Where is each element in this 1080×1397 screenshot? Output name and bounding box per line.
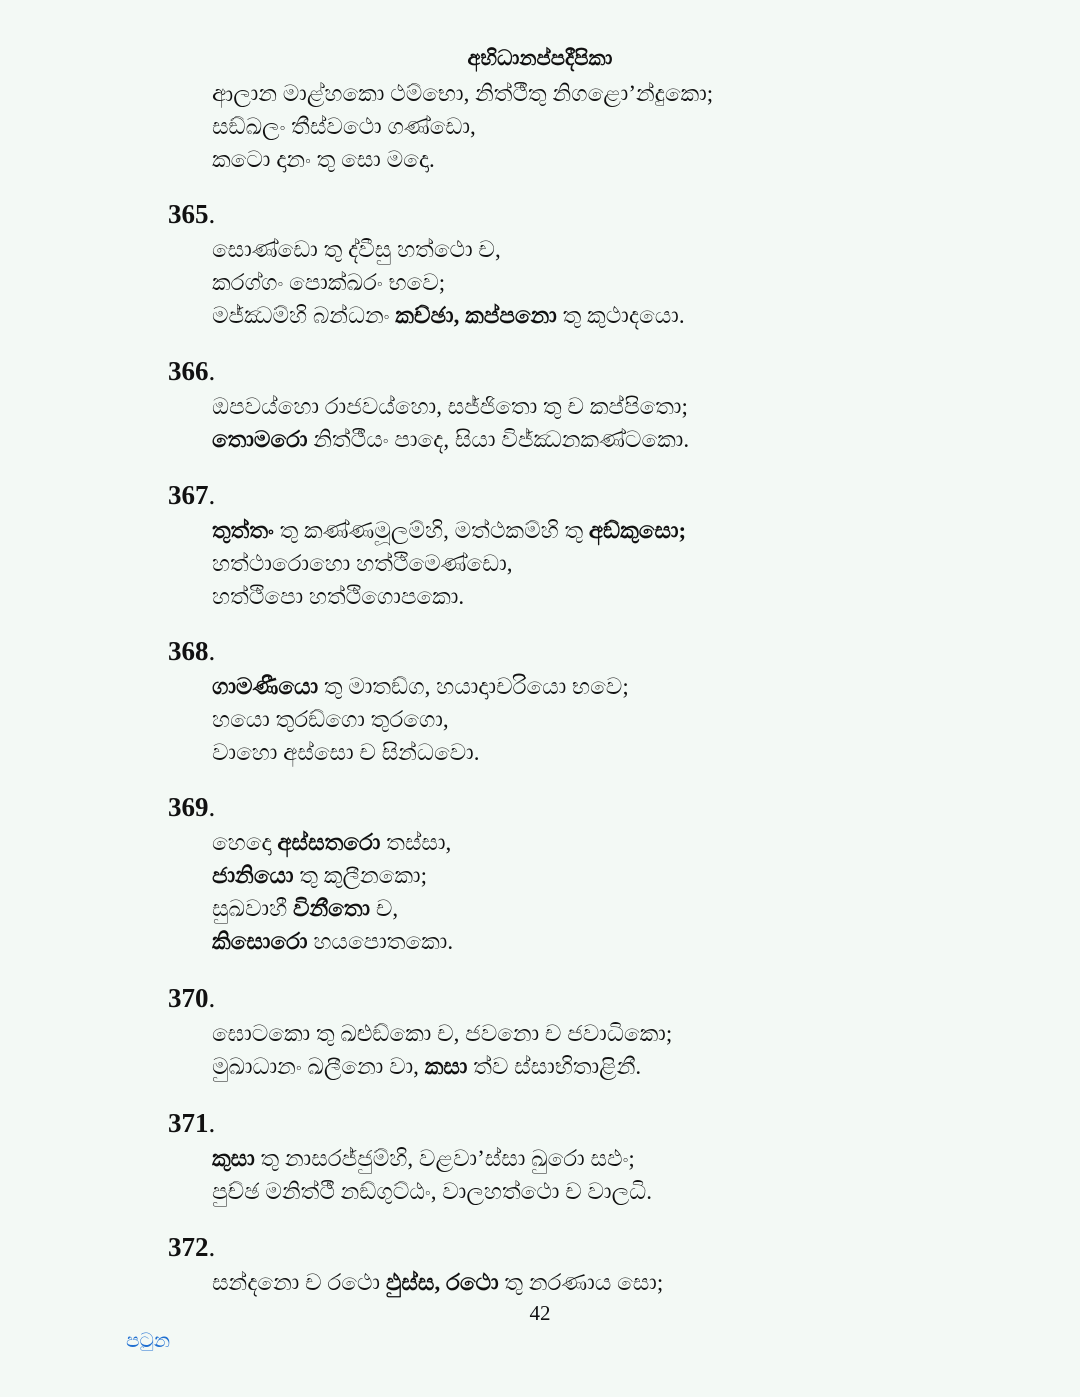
verse-line (212, 827, 451, 859)
line-text: ඔපවය්හො රාජවය්හො, සජ්ජිතො තු ච කප්පිතො; (212, 394, 688, 419)
line-text: තු නාසරජ්ජුම්හි, වළවා’ස්සා ඛුරො සඵං; (254, 1146, 635, 1171)
headword-text: අඞ්කුසො; (588, 518, 687, 543)
headword-text: කච්ඡා, කප්පනො (395, 303, 557, 328)
line-text: වාහො අස්සො ච සින්ධවො. (212, 740, 480, 765)
verse-line (212, 1143, 635, 1175)
verse-line (212, 860, 427, 892)
verse-number (168, 479, 215, 511)
line-text: හත්ථිපො හත්ථිගොපකො. (212, 584, 465, 609)
line-text: තු කණ්ණමූලම්හි, මත්ථකම්හි තු (273, 518, 589, 543)
headword-text: විනීතො (292, 896, 371, 921)
verse-number-dot: . (208, 792, 216, 822)
verse-line (212, 1018, 672, 1050)
verse-number (168, 355, 215, 387)
verse-number-value: 367 (168, 480, 209, 510)
verse-number-dot: . (208, 199, 216, 229)
verse-number-dot: . (208, 1108, 216, 1138)
headword-text: කසා (424, 1054, 468, 1079)
line-text: තු මාතඞ්ග, හයාදාාචරියො භවෙ; (318, 674, 629, 699)
line-text: සඞ්ඛලං තීස්වථො ගණ්ඩො, (212, 114, 476, 139)
verse-number (168, 635, 215, 667)
verse-number-value: 371 (168, 1108, 209, 1138)
verse-line (212, 548, 513, 580)
verse-line (212, 926, 453, 958)
verse-number (168, 1107, 215, 1139)
book-title: අභිධානප්පදීපිකා (467, 46, 613, 70)
verse-line (212, 144, 435, 176)
headword-text: තුත්තං (212, 518, 274, 543)
verse-number (168, 1231, 215, 1263)
line-text: තු කුලීනකො; (293, 863, 427, 888)
line-text: තු කුථාදයො. (556, 303, 685, 328)
verse-line (212, 515, 686, 547)
headword-text: ගාමණීයො (212, 674, 319, 699)
line-text: හෙදො (212, 830, 278, 855)
line-text: හයො තුරඞ්ගො තුරගො, (212, 707, 449, 732)
line-text: මජ්ඣම්හි බන්ධනං (212, 303, 396, 328)
line-text: හයපොතකො. (307, 929, 454, 954)
verse-line (212, 391, 688, 423)
line-text: මුඛාධානං ඛලීනො වා, (212, 1054, 425, 1079)
verse-number-value: 369 (168, 792, 209, 822)
headword-text: ඵුස්ස, රථො (385, 1270, 499, 1295)
line-text: හත්ථාරොහො හත්ථිමෙණ්ඩො, (212, 551, 513, 576)
line-text: ත්ව ස්සාභිතාළිනී. (467, 1054, 642, 1079)
line-text: සොණ්ඩො තු ද්වීසු හත්ථො ච, (212, 237, 501, 262)
line-text: තස්සා, (380, 830, 452, 855)
verse-line (212, 1176, 652, 1208)
verse-number-value: 370 (168, 983, 209, 1013)
line-text: සුඛවාහී (212, 896, 293, 921)
verse-number-dot: . (208, 480, 216, 510)
line-text: සන්දනො ච රථො (212, 1270, 386, 1295)
line-text: කරග්ගං පොක්ඛරං භවෙ; (212, 270, 446, 295)
verse-number-dot: . (208, 1232, 216, 1262)
verse-number-dot: . (208, 983, 216, 1013)
headword-text: තොමරො (212, 427, 308, 452)
verse-number (168, 982, 215, 1014)
line-text: නිත්ථීයං පාදෙ, සියා විජ්ඣනකණ්ටකො. (307, 427, 690, 452)
headword-text: කුසා (212, 1146, 255, 1171)
line-text: පුච්ඡ මනිත්ථී නඞ්ගුට්ඨං, වාලහත්ථො ච වාලධි. (212, 1179, 652, 1204)
verse-line (212, 737, 479, 769)
verse-line (212, 893, 398, 925)
headword-text: අස්සතරො (277, 830, 381, 855)
headword-text: ජානියො (212, 863, 294, 888)
line-text: ඝොටකො තු ඛළුඞ්කො ච, ජවනො ච ජවාධිකො; (212, 1021, 673, 1046)
headword-text: කිසොරො (212, 929, 308, 954)
verse-line (212, 234, 501, 266)
verse-number-value: 366 (168, 356, 209, 386)
verse-number-dot: . (208, 356, 216, 386)
verse-number-value: 372 (168, 1232, 209, 1262)
verse-line (212, 1051, 641, 1083)
verse-line (212, 581, 464, 613)
page-number: 42 (529, 1301, 551, 1325)
line-text: ආලාන මාළ්හකො ථම්භො, නිත්ථීතු නිගළො’න්දුකො; (212, 81, 714, 106)
verse-number-value: 365 (168, 199, 209, 229)
verse-number-value: 368 (168, 636, 209, 666)
toc-link[interactable]: පටුන (126, 1328, 171, 1352)
verse-line (212, 111, 476, 143)
verse-number (168, 791, 215, 823)
verse-number (168, 198, 215, 230)
line-text: කටො දානං තු සො මදො. (212, 147, 435, 172)
verse-line (212, 671, 629, 703)
line-text: තු නරණාය සො; (498, 1270, 664, 1295)
verse-line (212, 424, 689, 456)
verse-number-dot: . (208, 636, 216, 666)
verse-line (212, 704, 449, 736)
verse-line (212, 300, 685, 332)
verse-line (212, 1267, 663, 1299)
verse-line (212, 78, 713, 110)
verse-line (212, 267, 445, 299)
line-text: ච, (370, 896, 399, 921)
